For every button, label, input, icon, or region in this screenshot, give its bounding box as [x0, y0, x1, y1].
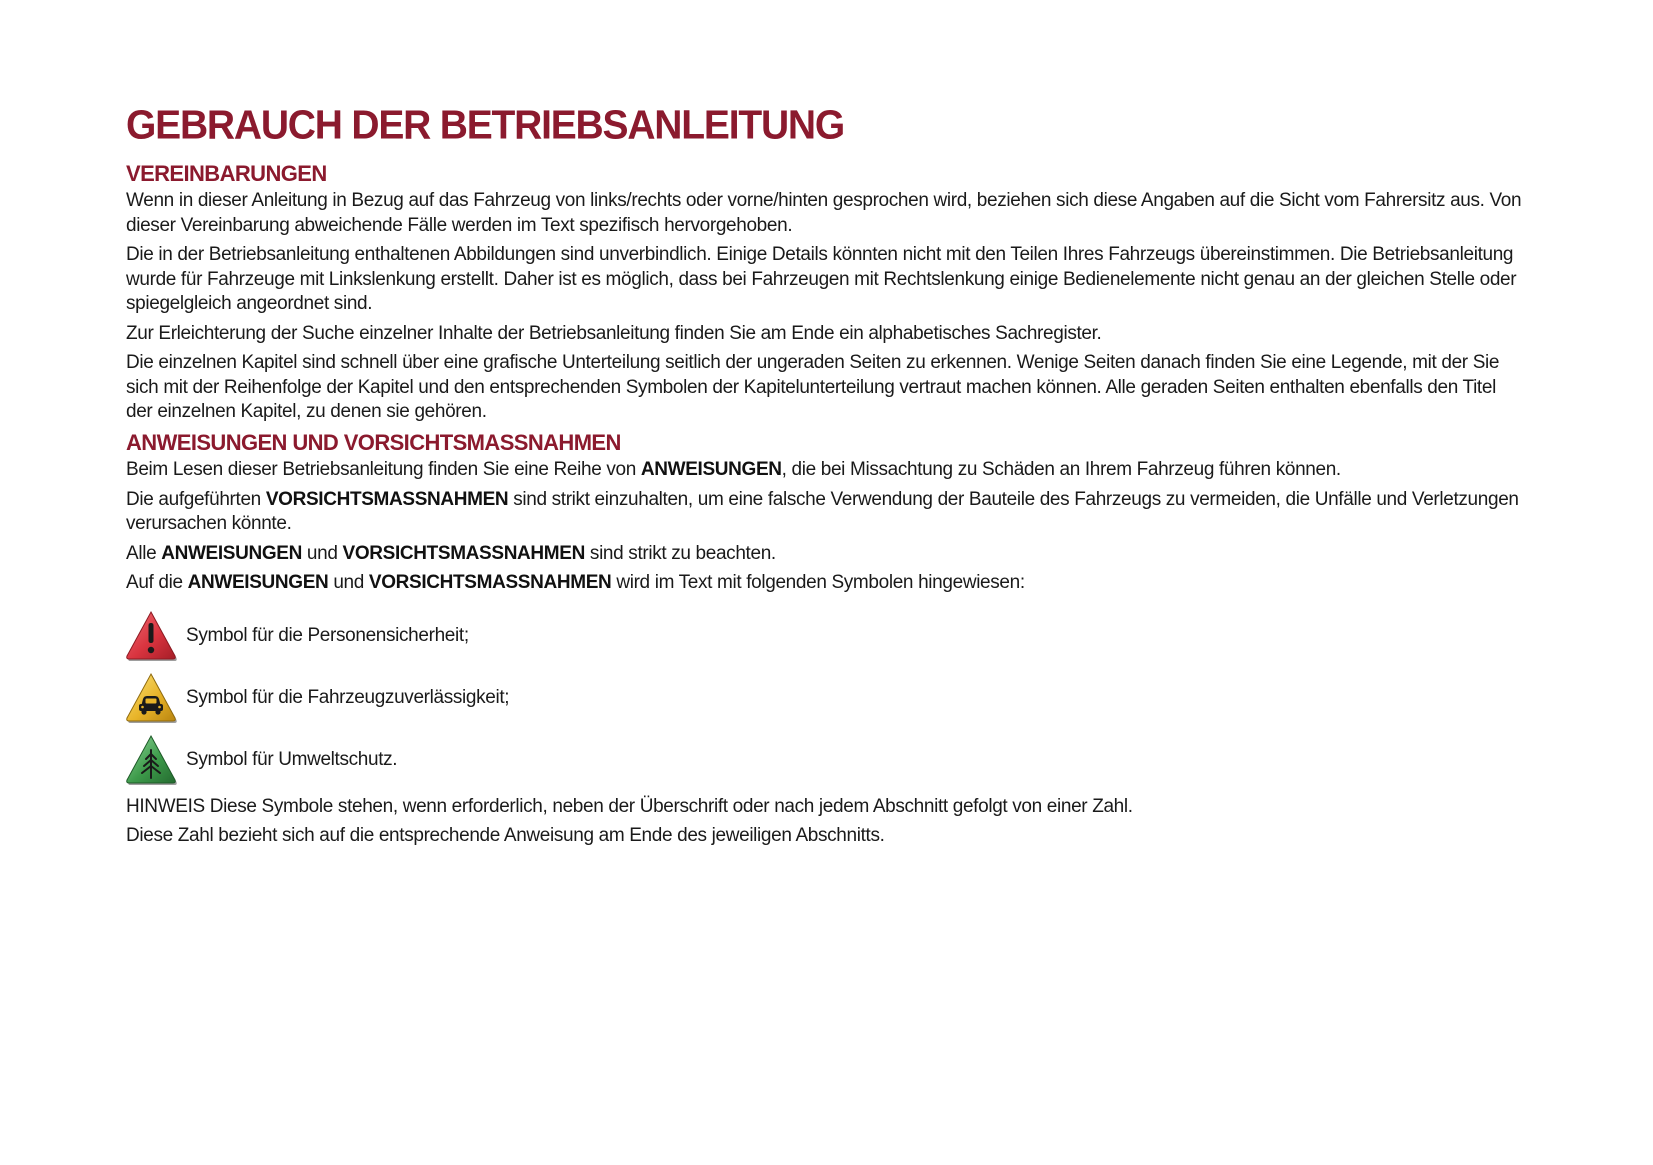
paragraph: Die in der Betriebsanleitung enthaltenen Abbildungen sind unverbindlich. Einige Details könnten nicht mit den Teilen Ihres Fahrzeugs übereinstimmen. Die Betriebsanleitung wurde für Fahrzeuge mit Linkslenkung erstellt. Daher ist es möglich, dass bei Fahrzeugen mit Rechtslenkung einige Bedienelemente nicht genau an der gleichen Stelle oder spiegelgleich angeordnet sind. — [126, 244, 1517, 315]
paragraph: Zur Erleichterung der Suche einzelner Inhalte der Betriebsanleitung finden Sie am Ende ein alphabetisches Sachregister. — [126, 322, 1102, 344]
text-run: und — [328, 572, 369, 594]
text-run: und — [301, 542, 343, 564]
symbol-row-person — [126, 605, 1526, 667]
text-run: sind strikt zu beachten. — [584, 542, 776, 564]
text-run: , die bei Missachtung zu Schäden an Ihrem Fahrzeug führen können. — [781, 459, 1341, 481]
text-run: Die aufgeführten — [126, 488, 266, 510]
bold-term: ANWEISUNGEN — [161, 542, 302, 564]
warning-environment-icon — [124, 733, 178, 787]
paragraph — [126, 458, 1526, 483]
note-paragraph: HINWEIS Diese Symbole stehen, wenn erforderlich, neben der Überschrift oder nach jedem Abschnitt gefolgt von einer Zahl. — [126, 795, 1133, 817]
text-run: sind strikt einzuhalten, um eine falsche Verwendung der Bauteile des Fahrzeugs zu vermeiden, die Unfälle und Verletzungen verursachen könnte. — [126, 488, 1519, 535]
symbol-label: Symbol für die Fahrzeugzuverlässigkeit; — [186, 686, 510, 708]
bold-term: VORSICHTSMASSNAHMEN — [342, 542, 585, 564]
paragraph — [126, 488, 1526, 537]
paragraph — [126, 571, 1526, 596]
text-run: wird im Text mit folgenden Symbolen hingewiesen: — [611, 572, 1025, 594]
symbol-label: Symbol für Umweltschutz. — [186, 748, 398, 770]
bold-term: VORSICHTSMASSNAHMEN — [368, 572, 612, 594]
text-run: Auf die — [126, 572, 188, 594]
section-heading-vereinbarungen: VEREINBARUNGEN — [126, 160, 327, 186]
paragraph: Wenn in dieser Anleitung in Bezug auf das Fahrzeug von links/rechts oder vorne/hinten gesprochen wird, beziehen sich diese Angaben auf die Sicht vom Fahrersitz aus. Von dieser Vereinbarung abweichende Fälle werden im Text spezifisch hervorgehoben. — [126, 190, 1522, 236]
bold-term: ANWEISUNGEN — [187, 572, 329, 594]
paragraph — [126, 542, 1526, 567]
symbol-row-vehicle — [126, 667, 1526, 729]
symbol-label: Symbol für die Personensicherheit; — [186, 624, 469, 646]
bold-term: VORSICHTSMASSNAHMEN — [265, 488, 509, 510]
bold-term: ANWEISUNGEN — [640, 459, 782, 481]
document-page — [126, 104, 1526, 854]
warning-person-icon — [124, 609, 178, 663]
symbol-row-environment — [126, 729, 1526, 791]
text-run: Beim Lesen dieser Betriebsanleitung finden Sie eine Reihe von — [126, 459, 641, 481]
note-paragraph: Diese Zahl bezieht sich auf die entsprechende Anweisung am Ende des jeweiligen Abschnitts. — [126, 825, 885, 847]
text-run: Alle — [126, 542, 162, 564]
page-title: GEBRAUCH DER BETRIEBSANLEITUNG — [126, 102, 845, 149]
paragraph: Die einzelnen Kapitel sind schnell über eine grafische Unterteilung seitlich der ungeraden Seiten zu erkennen. Wenige Seiten danach finden Sie eine Legende, mit der Sie sich mit der Reihenfolge der Kapitel und den entsprechenden Symbolen der Kapitelunterteilung vertraut machen können. Alle geraden Seiten enthalten ebenfalls den Titel der einzelnen Kapitel, zu denen sie gehören. — [126, 352, 1500, 423]
warning-vehicle-icon — [124, 671, 178, 725]
section-heading-anweisungen: ANWEISUNGEN UND VORSICHTSMASSNAHMEN — [126, 429, 621, 455]
